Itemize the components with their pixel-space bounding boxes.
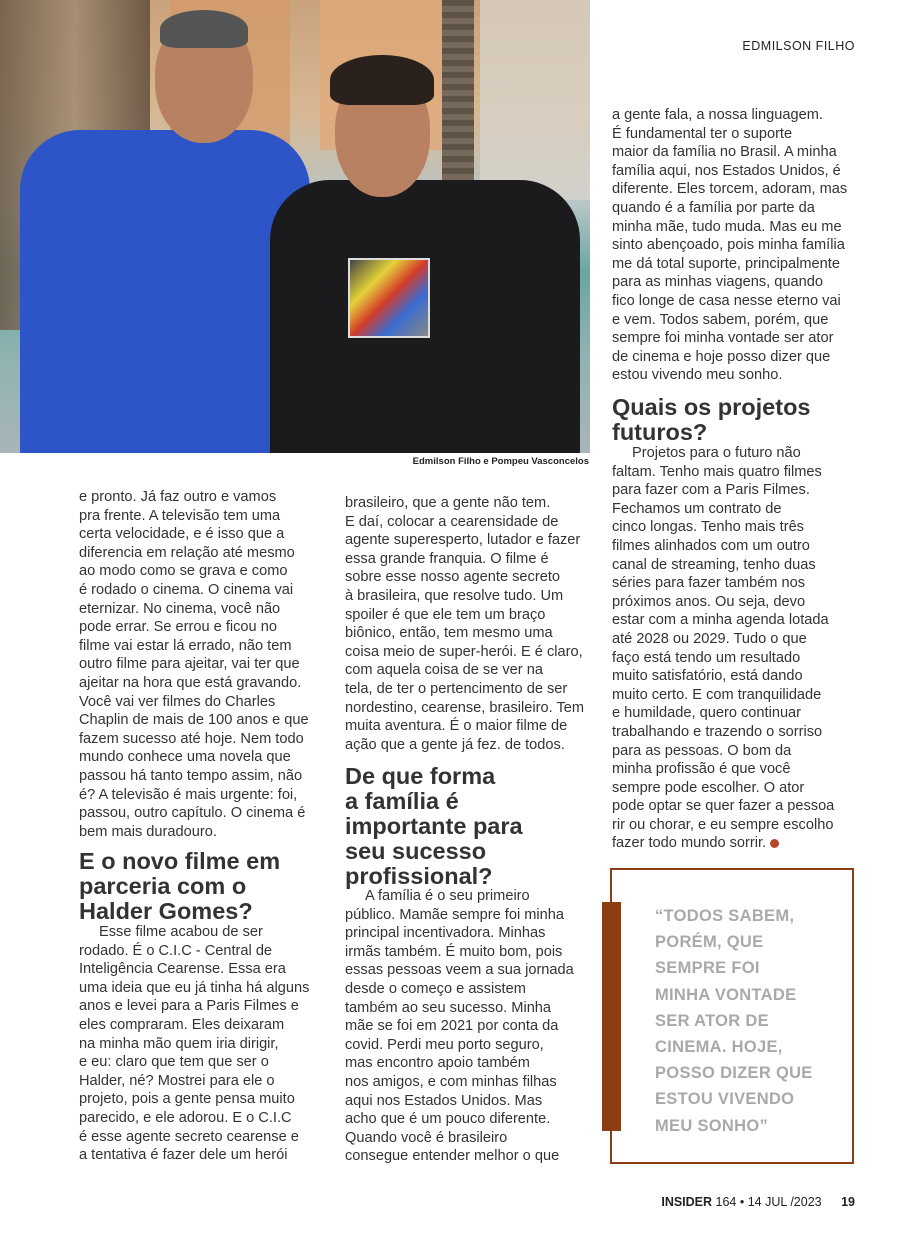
text-line: Inteligência Cearense. Essa era [79,961,286,978]
building [480,0,590,200]
col1-body-2 [79,923,309,1165]
text-line: e vem. Todos sabem, porém, que [612,311,829,328]
photo-caption: Edmilson Filho e Pompeu Vasconcelos [412,456,589,467]
text-line: me dá total suporte, principalmente [612,255,840,272]
text-line: fico longe de casa nesse eterno vai [612,292,841,309]
text-line: muito certo. E com tranquilidade [612,686,822,703]
text-line: diferencia em relação até mesmo [79,544,295,561]
text-line: rodado. É o C.I.C - Central de [79,942,273,959]
text-line: próximos anos. Ou seja, devo [612,593,806,610]
text-line: para fazer com a Paris Filmes. [612,482,810,499]
text-line: estou vivendo meu sonho. [612,367,783,384]
text-line: nordestino, cearense, brasileiro. Tem [345,699,585,716]
text-line: parceria com o [79,873,247,899]
text-line: brasileiro, que a gente não tem. [345,495,551,511]
text-line: a família é [345,788,459,814]
text-line: Chaplin de mais de 100 anos e que [79,712,309,729]
text-line: A família é o seu primeiro [365,888,530,904]
text-line: sobre esse nosso agente secreto [345,569,560,586]
text-line: sempre foi minha vontade ser ator [612,330,834,347]
col3-body-2 [612,444,834,853]
text-line: MEU SONHO” [655,1116,769,1135]
text-line: com aquela coisa de se ver na [345,662,543,679]
text-line: é esse agente secreto cearense e [79,1128,299,1145]
heading-familia [345,764,523,889]
text-line: “TODOS SABEM, [655,907,795,925]
text-line: sinto abençoado, pois minha família [612,237,845,254]
text-line: mãe se foi em 2021 por conta da [345,1018,559,1035]
heading-novo-filme [79,849,280,924]
text-line: até 2028 ou 2029. Tudo o que [612,630,807,647]
running-head: EDMILSON FILHO [742,39,855,53]
text-line: filmes alinhados com um outro [612,537,810,554]
text-line: rir ou chorar, e eu sempre escolho [612,816,834,833]
text-line: faltam. Tenho mais quatro filmes [612,463,822,480]
text-line: é rodado o cinema. O cinema vai [79,581,294,598]
text-line: de cinema e hoje posso dizer que [612,348,831,365]
pull-quote [655,903,813,1139]
text-line: mas encontro apoio também [345,1055,530,1072]
palm-trunk [442,0,474,200]
text-line: fazem sucesso até hoje. Nem todo [79,730,304,747]
text-line: essas pessoas veem a sua jornada [345,962,574,979]
text-line: desde o começo e assistem [345,980,526,997]
text-line: eternizar. No cinema, você não [79,600,281,617]
text-line: muito satisfatório, está dando [612,668,803,685]
text-line: agente superesperto, lutador e fazer [345,532,581,549]
text-line: Esse filme acabou de ser [99,924,263,940]
text-line: muita aventura. É o maior filme de [345,718,568,735]
person-left-shirt [20,130,310,453]
text-line: na minha mão quem iria dirigir, [79,1035,279,1052]
text-line: Halder Gomes? [79,898,253,924]
text-line: séries para fazer também nos [612,575,806,592]
person-right-hair [330,55,434,105]
text-line: pode optar se quer fazer a pessoa [612,798,835,815]
text-line: público. Mamãe sempre foi minha [345,906,565,923]
col2-body [345,494,584,754]
heading-projetos [612,395,811,445]
text-line: uma ideia que eu já tinha há alguns [79,979,310,996]
text-line: POSSO DIZER QUE [655,1064,813,1083]
end-mark-icon [770,839,779,848]
text-line: Fechamos um contrato de [612,500,782,517]
col3-body [612,106,847,385]
text-line: e pronto. Já faz outro e vamos [79,489,277,505]
person-left-hair [160,10,248,48]
text-line: outro filme para ajeitar, vai ter que [79,656,300,673]
text-line: minha profissão é que você [612,761,791,778]
text-line: coisa meio de super-herói. E é claro, [345,643,583,660]
text-line: parecido, e ele adorou. E o C.I.C [79,1109,292,1126]
text-line: ação que a gente já fez. de todos. [345,736,565,753]
page-footer [661,1195,855,1209]
text-line: E o novo filme em [79,848,281,874]
text-line: trabalhando e trazendo o sorriso [612,723,823,740]
col2-body-2 [345,887,574,1166]
text-line: mundo conhece uma novela que [79,749,291,766]
text-line: para as minhas viagens, quando [612,274,823,291]
text-line: cinco longas. Tenho mais três [612,519,804,536]
pull-quote-bar [602,902,621,1131]
text-line: Halder, né? Mostrei para ele o [79,1072,275,1089]
text-line: essa grande franquia. O filme é [345,550,549,567]
text-line: diferente. Eles torcem, adoram, mas [612,181,848,198]
text-line: canal de streaming, tenho duas [612,556,816,573]
text-line: pra frente. A televisão tem uma [79,507,281,524]
text-line: para as pessoas. O bom da [612,742,792,759]
text-line: importante para [345,813,523,839]
text-line: Você vai ver filmes do Charles [79,693,276,710]
text-line: De que forma [345,763,496,789]
magazine-name: INSIDER [661,1195,713,1209]
text-line: Quando você é brasileiro [345,1129,508,1146]
text-line: filme vai estar lá errado, não tem [79,637,292,654]
issue-date: 164 • 14 JUL /2023 [715,1195,822,1209]
text-line: eles compraram. Eles deixaram [79,1016,285,1033]
text-line: também ao seu sucesso. Minha [345,999,552,1016]
text-line: fazer todo mundo sorrir. [612,834,834,853]
text-line: spoiler é que ele tem um braço [345,606,546,623]
text-line: passou há tanto tempo assim, não [79,767,303,784]
text-line: futuros? [612,419,708,445]
text-line: nos amigos, e com minhas filhas [345,1073,557,1090]
text-line: sempre pode escolher. O ator [612,779,805,796]
text-line: profissional? [345,863,493,889]
text-line: e humildade, quero continuar [612,705,802,722]
text-line: principal incentivadora. Minhas [345,925,546,942]
text-line: ESTOU VIVENDO [655,1090,795,1109]
text-line: certa velocidade, e é isso que a [79,526,285,543]
text-line: maior da família no Brasil. A minha [612,144,837,161]
text-line: à brasileira, que resolve tudo. Um [345,587,564,604]
text-line: Quais os projetos [612,394,811,420]
text-line: minha mãe, tudo muda. Mas eu me [612,218,842,235]
text-line: projeto, pois a gente pensa muito [79,1091,295,1108]
text-line: ajeitar na hora que está gravando. [79,674,302,691]
text-line: anos e levei para a Paris Filmes e [79,998,299,1015]
text-line: é? A televisão é mais urgente: foi, [79,786,298,803]
text-line: aqui nos Estados Unidos. Mas [345,1092,543,1109]
text-line: acho que é um pouco diferente. [345,1111,551,1128]
text-line: a tentativa é fazer dele um herói [79,1147,288,1164]
text-line: passou, outro capítulo. O cinema é [79,805,306,822]
text-line: É fundamental ter o suporte [612,125,793,142]
text-line: Projetos para o futuro não [632,445,801,461]
text-line: SER ATOR DE [655,1011,769,1030]
page-number: 19 [841,1195,855,1209]
text-line: E daí, colocar a cearensidade de [345,513,559,530]
text-line: e eu: claro que tem que ser o [79,1054,269,1071]
text-line: irmãs também. É muito bom, pois [345,943,563,960]
col1-body [79,488,309,841]
text-line: a gente fala, a nossa linguagem. [612,107,823,123]
text-line: covid. Perdi meu porto seguro, [345,1036,544,1053]
text-line: família aqui, nos Estados Unidos, é [612,162,841,179]
text-line: tela, de ter o pertencimento de ser [345,680,568,697]
text-line: faço está tendo um resultado [612,649,801,666]
text-line: consegue entender melhor o que [345,1148,560,1165]
text-line: biônico, então, tem mesmo uma [345,625,553,642]
text-line: MINHA VONTADE [655,985,797,1004]
text-line: PORÉM, QUE [655,933,764,952]
text-line: estar com a minha agenda lotada [612,612,829,629]
text-line: pode errar. Se errou e ficou no [79,619,277,636]
photo-edmilson-pompeu [0,0,590,453]
text-line: seu sucesso [345,838,487,864]
text-line: bem mais duradouro. [79,823,217,840]
text-line: SEMPRE FOI [655,959,760,978]
text-line: ao modo como se grava e como [79,563,288,580]
shirt-graphic [348,258,430,338]
text-line: CINEMA. HOJE, [655,1038,783,1057]
text-line: quando é a família por parte da [612,199,815,216]
